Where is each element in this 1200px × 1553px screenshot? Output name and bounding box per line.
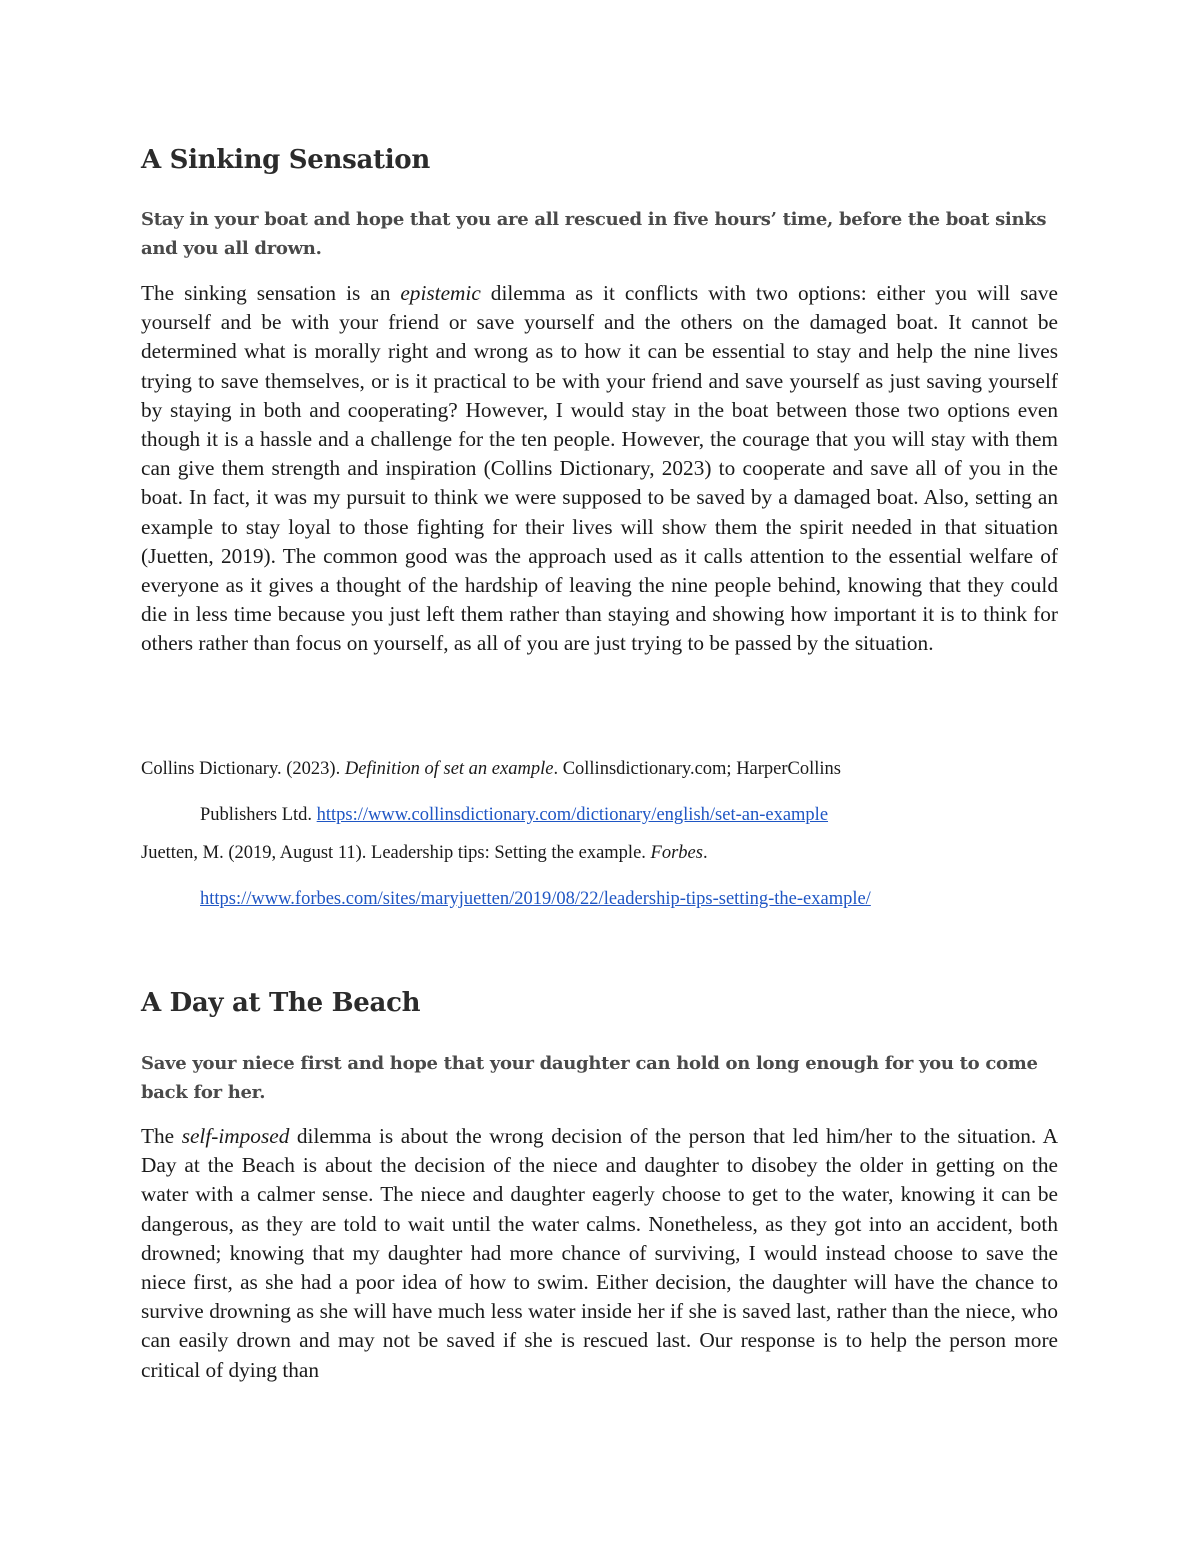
- body-text-start: The: [141, 1124, 182, 1148]
- body-text-start: The sinking sensation is an: [141, 281, 401, 305]
- reference-collins-publisher-cont: Publishers Ltd.: [200, 805, 317, 825]
- section-lead-day-at-beach: Save your niece first and hope that your daughter can hold on long enough for you to come back for her.: [141, 1053, 1038, 1103]
- section-body-sinking-sensation: [141, 279, 1058, 659]
- emphasis-epistemic: epistemic: [400, 281, 481, 305]
- reference-collins-author: Collins Dictionary. (2023).: [141, 759, 345, 779]
- section-title-sinking-sensation: A Sinking Sensation: [141, 145, 430, 175]
- references-list: [141, 757, 1058, 911]
- section-lead-sinking-sensation: Stay in your boat and hope that you are all rescued in five hours’ time, before the boat sinks and you all drown.: [141, 209, 1047, 259]
- reference-juetten-period: .: [702, 843, 708, 863]
- section-body-day-at-beach: [141, 1122, 1058, 1385]
- body-text-rest: dilemma is about the wrong decision of the person that led him/her to the situation. A Day at the Beach is about the decision of the niece and daughter to disobey the older in getting on the water with a calmer sense. The niece and daughter eagerly choose to get to the water, knowing it can be dangerous, as they are told to wait until the water calms. Nonetheless, as they got into an accident, both drowned; knowing that my daughter had more chance of surviving, I would instead choose to save the niece first, as she had a poor idea of how to swim. Either decision, the daughter will have the chance to survive drowning as she will have much less water inside her if she is saved last, rather than the niece, who can easily drown and may not be saved if she is rescued last. Our response is to help the person more critical of dying than: [141, 1124, 1058, 1382]
- section-title-day-at-beach: A Day at The Beach: [141, 988, 421, 1018]
- reference-collins-line2: [141, 803, 1058, 827]
- reference-juetten-line2: [141, 887, 1058, 911]
- reference-juetten: [141, 841, 1058, 911]
- reference-juetten-author: Juetten, M. (2019, August 11). Leadership tips: Setting the example.: [141, 843, 651, 863]
- reference-collins-publisher: . Collinsdictionary.com; HarperCollins: [553, 759, 842, 779]
- emphasis-self-imposed: self-imposed: [181, 1124, 290, 1148]
- reference-collins-title: Definition of set an example: [344, 759, 554, 779]
- body-text-rest: dilemma as it conflicts with two options: either you will save yourself and be with your friend or save yourself and the others on the damaged boat. It cannot be determined what is morally right and wrong as to how it can be essential to stay and help the nine lives trying to save themselves, or is it practical to be with your friend and save yourself as just saving yourself by staying in both and cooperating? However, I would stay in the boat between those two options even though it is a hassle and a challenge for the ten people. However, the courage that you will stay with them can give them strength and inspiration (Collins Dictionary, 2023) to cooperate and save all of you in the boat. In fact, it was my pursuit to think we were supposed to be saved by a damaged boat. Also, setting an example to stay loyal to those fighting for their lives will show them the spirit needed in that situation (Juetten, 2019). The common good was the approach used as it calls attention to the essential welfare of everyone as it gives a thought of the hardship of leaving the nine people behind, knowing that they could die in less time because you just left them rather than staying and showing how important it is to think for others rather than focus on yourself, as all of you are just trying to be passed by the situation.: [141, 281, 1058, 656]
- reference-juetten-link[interactable]: https://www.forbes.com/sites/maryjuetten/2019/08/22/leadership-tips-setting-the-example/: [200, 889, 871, 909]
- reference-collins: [141, 757, 1058, 827]
- reference-collins-link[interactable]: https://www.collinsdictionary.com/dictionary/english/set-an-example: [316, 805, 829, 825]
- reference-juetten-source: Forbes: [650, 843, 703, 863]
